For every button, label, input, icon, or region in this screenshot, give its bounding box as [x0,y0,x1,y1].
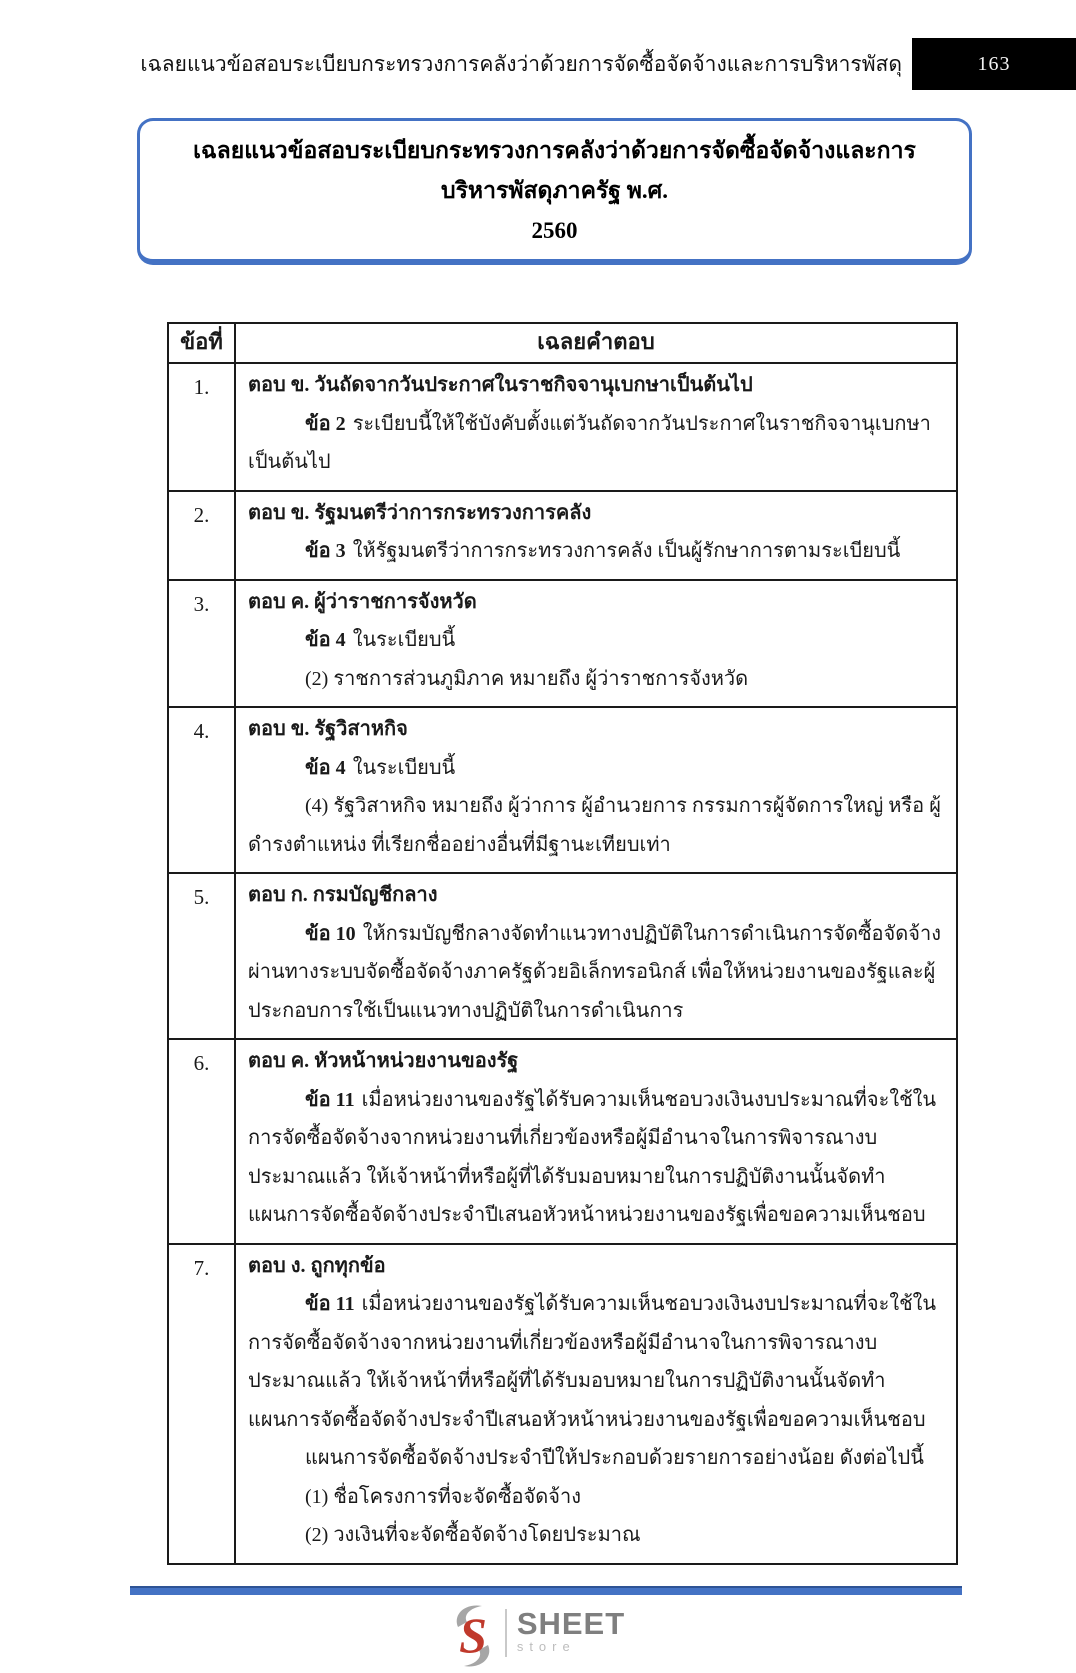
explanation-line [248,1439,944,1478]
answer-line: ตอบ ข. รัฐวิสาหกิจ [248,718,408,740]
explanation-line [248,405,944,482]
clause-ref: ข้อ 4 [305,629,346,651]
title-line-1: เฉลยแนวข้อสอบระเบียบกระทรวงการคลังว่าด้วยการจัดซื้อจัดจ้างและการบริหารพัสดุภาครัฐ พ.ศ. [193,138,916,203]
clause-ref: ข้อ 4 [305,756,346,779]
question-number: 5. [168,873,235,1039]
explanation-text: (4) รัฐวิสาหกิจ หมายถึง ผู้ว่าการ ผู้อำนวยการ กรรมการผู้จัดการใหญ่ หรือ ผู้ดำรงตำแหน่ง ที่เรียกชื่ออย่างอื่นที่มีฐานะเทียบเท่า [248,795,941,856]
answer-cell [235,363,957,491]
question-number: 7. [168,1244,235,1564]
answer-cell [235,580,957,708]
table-header-row [168,323,957,363]
column-header-question-number: ข้อที่ [168,323,235,363]
answer-line: ตอบ ก. กรมบัญชีกลาง [248,884,438,906]
explanation-line [248,660,944,699]
explanation-text: ให้รัฐมนตรีว่าการกระทรวงการคลัง เป็นผู้รักษาการตามระเบียบนี้ [352,540,901,562]
table-row [168,1039,957,1244]
question-number: 2. [168,491,235,580]
clause-ref: ข้อ 11 [305,1088,355,1111]
question-number: 4. [168,707,235,873]
explanation-line [248,1478,944,1517]
svg-text:S: S [458,1606,487,1663]
answer-cell [235,707,957,873]
table-row [168,580,957,708]
question-number: 6. [168,1039,235,1244]
explanation-line [248,1516,944,1555]
answer-cell [235,1244,957,1564]
answer-line: ตอบ ง. ถูกทุกข้อ [248,1254,386,1277]
clause-ref: ข้อ 10 [305,922,356,945]
answer-cell [235,1039,957,1244]
answer-line: ตอบ ข. วันถัดจากวันประกาศในราชกิจจานุเบกษาเป็นต้นไป [248,374,753,396]
explanation-text: (1) ชื่อโครงการที่จะจัดซื้อจัดจ้าง [305,1485,581,1508]
explanation-text: แผนการจัดซื้อจัดจ้างประจำปีให้ประกอบด้วยรายการอย่างน้อย ดังต่อไปนี้ [305,1447,924,1469]
document-page [0,38,1076,1663]
logo-text [516,1605,626,1655]
clause-ref: ข้อ 11 [305,1293,355,1315]
logo-subtitle: store [516,1638,576,1654]
table-row [168,707,957,873]
explanation-line [248,1285,944,1439]
explanation-line [248,749,944,788]
explanation-text: (2) ราชการส่วนภูมิภาค หมายถึง ผู้ว่าราชการจังหวัด [305,667,749,690]
explanation-line [248,1081,944,1235]
answer-key-table [167,322,958,1565]
column-header-answer: เฉลยคำตอบ [235,323,957,363]
sheet-store-s-icon [451,1603,495,1669]
explanation-text: ในระเบียบนี้ [352,629,456,651]
explanation-text: (2) วงเงินที่จะจัดซื้อจัดจ้างโดยประมาณ [305,1524,641,1546]
explanation-line [248,915,944,1031]
clause-ref: ข้อ 2 [305,412,346,435]
running-head-title: เฉลยแนวข้อสอบระเบียบกระทรวงการคลังว่าด้วยการจัดซื้อจัดจ้างและการบริหารพัสดุ [140,51,902,76]
logo-brand: SHEET [516,1605,626,1641]
answer-line: ตอบ ข. รัฐมนตรีว่าการกระทรวงการคลัง [248,501,592,524]
explanation-text: ระเบียบนี้ให้ใช้บังคับตั้งแต่วันถัดจากวันประกาศในราชกิจจานุเบกษาเป็นต้นไป [248,412,931,473]
logo-divider [505,1609,507,1657]
table-row [168,873,957,1039]
page-number: 163 [977,52,1011,75]
question-number: 3. [168,580,235,708]
explanation-line [248,532,944,571]
explanation-text: ในระเบียบนี้ [352,756,456,779]
footer-rule [130,1586,962,1595]
explanation-text: เมื่อหน่วยงานของรัฐได้รับความเห็นชอบวงเงินงบประมาณที่จะใช้ในการจัดซื้อจัดจ้างจากหน่วยงานที่เกี่ยวข้องหรือผู้มีอำนาจในการพิจารณางบประมาณแล้ว ให้เจ้าหน้าที่หรือผู้ที่ได้รับมอบหมายในการปฏิบัติงานนั้นจัดทำแผนการจัดซื้อจัดจ้างประจำปีเสนอหัวหน้าหน่วยงานของรัฐเพื่อขอความเห็นชอบ [248,1293,937,1431]
answer-line: ตอบ ค. ผู้ว่าราชการจังหวัด [248,590,477,613]
title-line-2: 2560 [531,218,578,243]
answer-cell [235,873,957,1039]
question-number: 1. [168,363,235,491]
answer-line: ตอบ ค. หัวหน้าหน่วยงานของรัฐ [248,1050,519,1072]
table-row [168,491,957,580]
table-row [168,1244,957,1564]
title-box [137,118,972,265]
explanation-line [248,621,944,660]
answer-cell [235,491,957,580]
table-row [168,363,957,491]
explanation-text: ให้กรมบัญชีกลางจัดทำแนวทางปฏิบัติในการดำเนินการจัดซื้อจัดจ้างผ่านทางระบบจัดซื้อจัดจ้างภาครัฐด้วยอิเล็กทรอนิกส์ เพื่อให้หน่วยงานของรัฐและผู้ประกอบการใช้เป็นแนวทางปฏิบัติในการดำเนินการ [248,922,941,1022]
page-number-badge [912,38,1076,90]
explanation-text: เมื่อหน่วยงานของรัฐได้รับความเห็นชอบวงเงินงบประมาณที่จะใช้ในการจัดซื้อจัดจ้างจากหน่วยงานที่เกี่ยวข้องหรือผู้มีอำนาจในการพิจารณางบประมาณแล้ว ให้เจ้าหน้าที่หรือผู้ที่ได้รับมอบหมายในการปฏิบัติงานนั้นจัดทำแผนการจัดซื้อจัดจ้างประจำปีเสนอหัวหน้าหน่วยงานของรัฐเพื่อขอความเห็นชอบ [248,1088,937,1226]
sheet-store-logo [0,1603,1076,1673]
clause-ref: ข้อ 3 [305,540,346,562]
explanation-line [248,787,944,864]
page-header [0,38,1076,90]
